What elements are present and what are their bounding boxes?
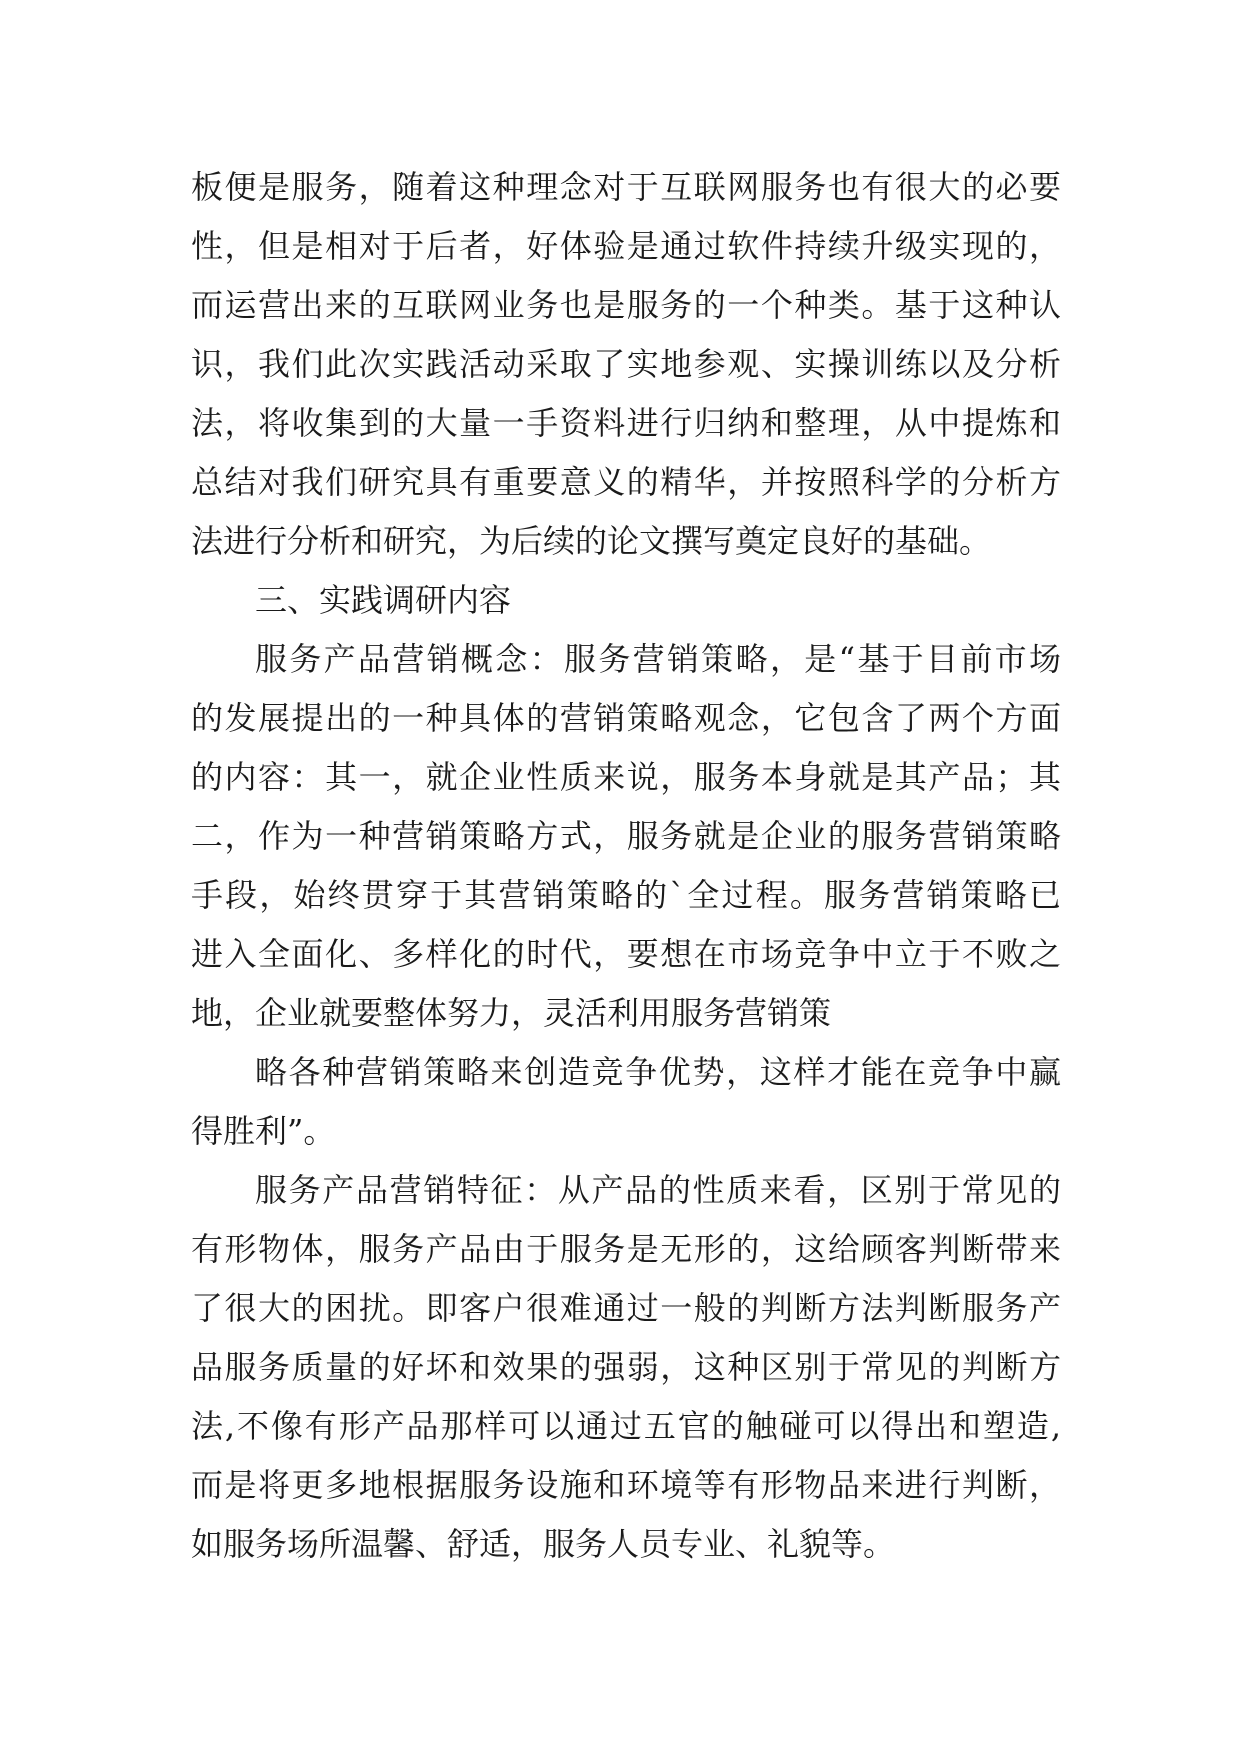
text-line: 法进行分析和研究，为后续的论文撰写奠定良好的基础。 [191, 522, 992, 560]
text-line: 而运营出来的互联网业务也是服务的一个种类。基于这种认 [191, 286, 1061, 324]
text-line: 有形物体，服务产品由于服务是无形的，这给顾客判断带来 [191, 1230, 1061, 1268]
paragraph-first-line: 服务产品营销特征：从产品的性质来看，区别于常见的 [255, 1171, 1061, 1209]
text-line: 性，但是相对于后者，好体验是通过软件持续升级实现的， [191, 227, 1061, 265]
text-line: 而是将更多地根据服务设施和环境等有形物品来进行判断， [191, 1466, 1061, 1504]
text-line: 总结对我们研究具有重要意义的精华，并按照科学的分析方 [191, 463, 1061, 501]
section-heading: 三、实践调研内容 [255, 581, 512, 619]
text-line: 二，作为一种营销策略方式，服务就是企业的服务营销策略 [191, 817, 1061, 855]
text-line: 法，将收集到的大量一手资料进行归纳和整理，从中提炼和 [191, 404, 1061, 442]
paragraph-first-line: 略各种营销策略来创造竞争优势，这样才能在竞争中赢 [255, 1053, 1061, 1091]
text-line: 手段，始终贯穿于其营销策略的`全过程。服务营销策略已 [191, 876, 1061, 914]
text-line: 板便是服务，随着这种理念对于互联网服务也有很大的必要 [191, 168, 1061, 206]
text-line: 法,不像有形产品那样可以通过五官的触碰可以得出和塑造, [191, 1407, 1061, 1445]
text-line: 地，企业就要整体努力，灵活利用服务营销策 [191, 994, 832, 1032]
text-line: 的内容：其一，就企业性质来说，服务本身就是其产品；其 [191, 758, 1061, 796]
paragraph-first-line: 服务产品营销概念：服务营销策略，是“基于目前市场 [255, 640, 1061, 678]
text-line: 的发展提出的一种具体的营销策略观念，它包含了两个方面 [191, 699, 1061, 737]
text-line: 品服务质量的好坏和效果的强弱，这种区别于常见的判断方 [191, 1348, 1061, 1386]
text-line: 了很大的困扰。即客户很难通过一般的判断方法判断服务产 [191, 1289, 1061, 1327]
text-line: 得胜利”。 [191, 1112, 336, 1150]
text-line: 如服务场所温馨、舒适，服务人员专业、礼貌等。 [191, 1525, 896, 1563]
text-line: 进入全面化、多样化的时代，要想在市场竞争中立于不败之 [191, 935, 1061, 973]
document-body [191, 158, 1061, 1574]
text-line: 识，我们此次实践活动采取了实地参观、实操训练以及分析 [191, 345, 1061, 383]
